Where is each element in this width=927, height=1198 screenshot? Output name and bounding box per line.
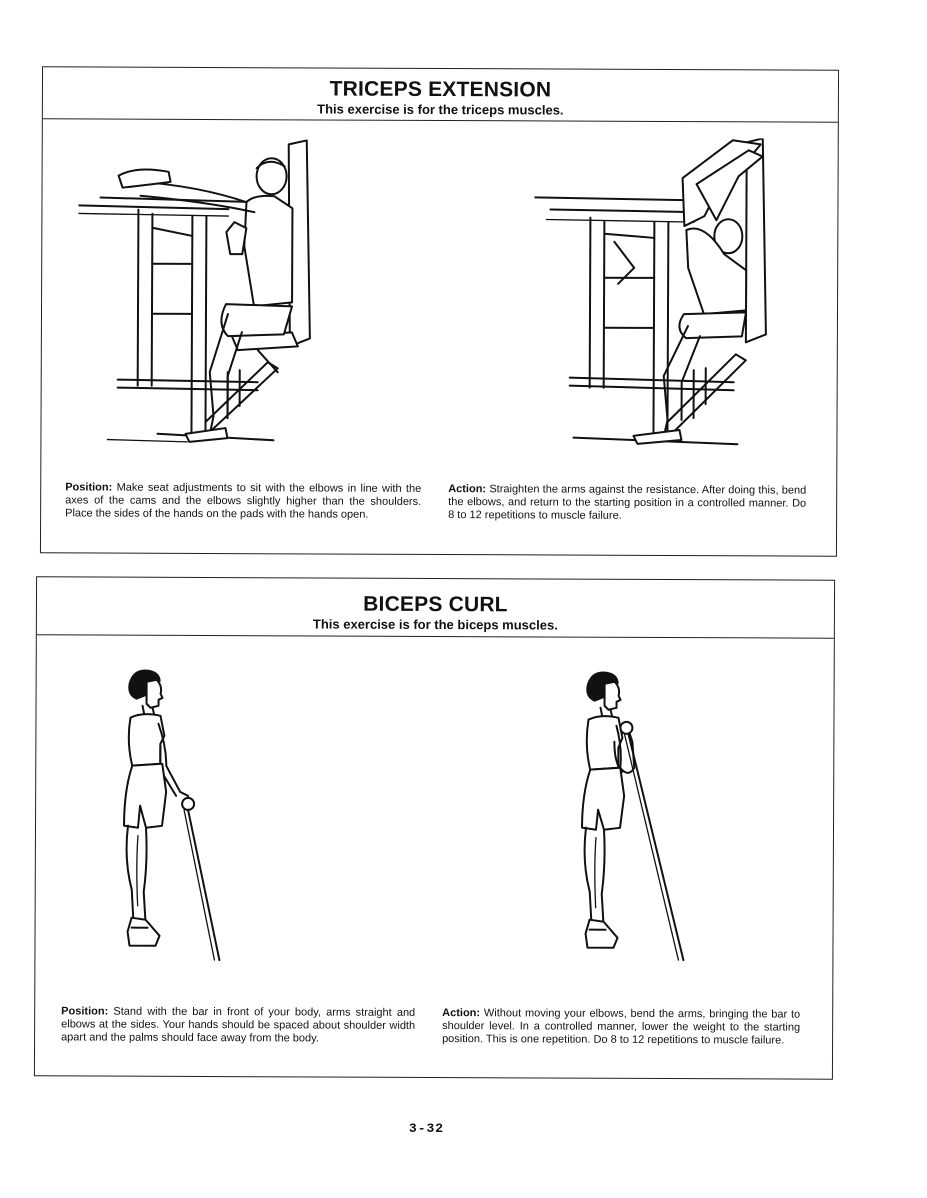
triceps-position-description: Make seat adjustments to sit with the elbows in line with the axes of the cams and the elbows slightly higher than the shoulders. Place the sides of the hands on the pads with the hands open.	[65, 481, 422, 521]
biceps-start-illustration	[115, 666, 236, 963]
triceps-action-text	[448, 483, 806, 524]
biceps-action-label: Action:	[442, 1007, 481, 1020]
triceps-end-illustration	[533, 137, 782, 450]
triceps-action-label: Action:	[448, 483, 487, 496]
biceps-action-text	[442, 1007, 800, 1048]
triceps-start-illustration	[77, 135, 338, 448]
triceps-subtitle: This exercise is for the triceps muscles.	[317, 101, 564, 118]
triceps-header	[43, 67, 838, 122]
triceps-extension-panel	[40, 66, 839, 556]
biceps-title: BICEPS CURL	[363, 592, 508, 617]
triceps-title: TRICEPS EXTENSION	[329, 77, 552, 102]
page-number: 3-32	[408, 1121, 445, 1136]
triceps-action-description: Straighten the arms against the resistance. After doing this, bend the elbows, and return to the starting position in a controlled manner. Do 8 to 12 repetitions to muscle failure.	[448, 483, 807, 522]
biceps-position-label: Position:	[61, 1005, 109, 1018]
biceps-header	[37, 577, 834, 638]
biceps-position-text	[61, 1005, 415, 1046]
triceps-position-label: Position:	[65, 481, 113, 494]
biceps-action-description: Without moving your elbows, bend the arms, bringing the bar to shoulder level. In a controlled manner, lower the weight to the starting position. This is one repetition. Do 8 to 12 repetitions to muscle failure.	[442, 1007, 801, 1047]
triceps-position-text	[65, 481, 421, 522]
biceps-position-description: Stand with the bar in front of your body, arms straight and elbows at the sides. Your hands should be spaced about shoulder width apart and the palms should face away from the body.	[61, 1005, 416, 1045]
biceps-end-illustration	[573, 668, 698, 965]
biceps-curl-panel	[34, 576, 835, 1079]
biceps-subtitle: This exercise is for the biceps muscles.	[312, 616, 558, 633]
